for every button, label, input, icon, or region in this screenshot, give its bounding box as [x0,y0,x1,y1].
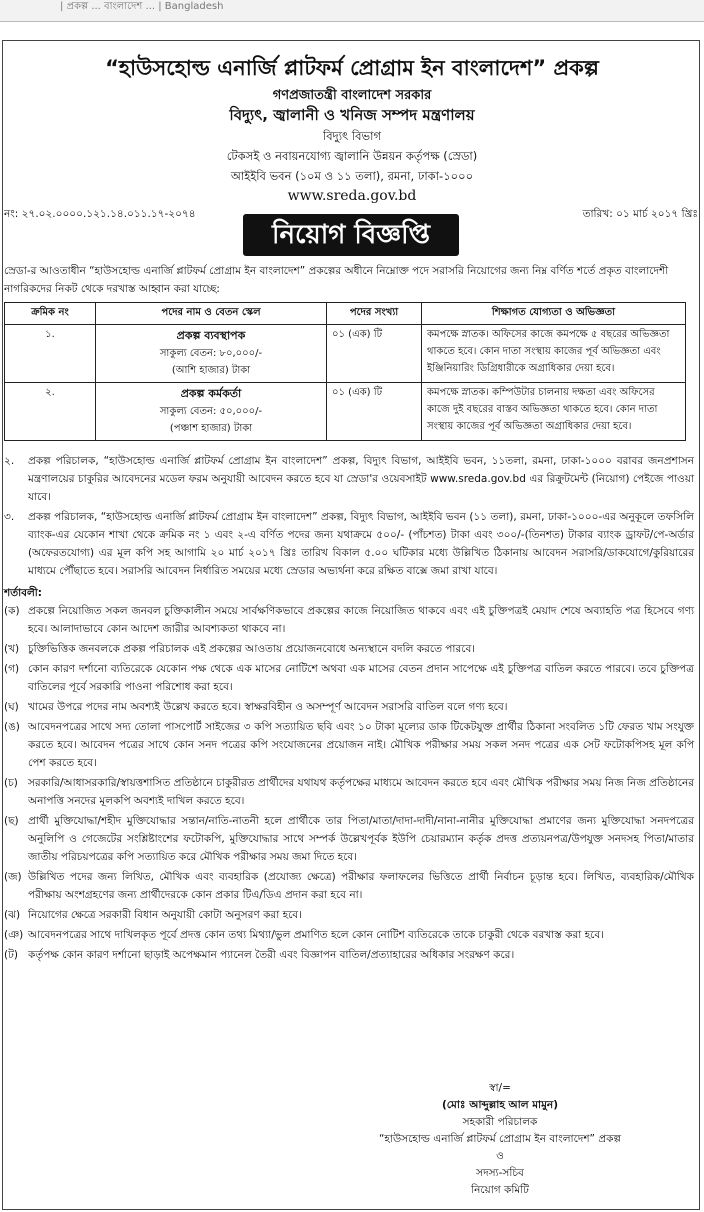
terms-title: শর্তাবলী: [4,587,43,599]
condition-number: (ঝ) [4,909,21,921]
condition-number: (চ) [4,777,18,789]
signatory-role: সদস্য-সচিব [476,1167,524,1179]
post-salary-words: (আশি হাজার) টাকা [171,365,251,376]
signatory-name: (মোঃ আব্দুল্লাহ আল মামুন) [442,1099,558,1111]
condition-item [4,868,694,904]
clause-text: প্রকল্প পরিচালক, “হাউসহোল্ড এনার্জি প্লাটফর্ম প্রোগ্রাম ইন বাংলাদেশ” প্রকল্প, বিদ্যুৎ বিভাগ, আইইবি ভবন (১১ তলা), রমনা, ঢাকা-১০০০-এর অনুকূলে তফসিলি ব্যাংক-এর যেকোন শাখা থেকে ক্রমিক নং ১ এবং ২-এ বর্ণিত পদের জন্য যথাক্রমে ৫০০/- (পাঁচশত) টাকা এবং ৩০০/-(তিনশত) টাকার ব্যাংক ড্রাফট/পে-অর্ডার (অফেরতযোগ্য) এর মূল কপি সহ আগামি ২০ মার্চ ২০১৭ খ্রিঃ তারিখ বিকাল ৫.০০ ঘটিকার মধ্যে উল্লিখিত ঠিকানায় আবেদন সরাসরি/ডাকযোগে/কুরিয়ারের মাধ্যমে পৌঁছাতে হবে। সরাসরি আবেদন নির্ধারিত সময়ের মধ্যে স্রেডার অভ্যর্থনা করে রক্ষিত বাক্সে জমা রাখা যাবে। [28,511,694,577]
row-count: ০১ (এক) টি [327,325,422,383]
clause-item [4,452,694,506]
intro-text: স্রেডা-র আওতাধীন “হাউসহোল্ড এনার্জি প্লাটফর্ম প্রোগ্রাম ইন বাংলাদেশ” প্রকল্পের অধীনে নিম্নোক্ত পদে সরাসরি নিয়োগের জন্য নিম্ন বর্ণিত শর্তে প্রকৃত বাংলাদেশী নাগরিকদের নিকট থেকে দরখাস্ত আহ্বান করা যাচ্ছে: [4,265,669,295]
condition-text: উল্লিখিত পদের জন্য লিখিত, মৌখিক এবং ব্যবহারিক (প্রযোজ্য ক্ষেত্রে) পরীক্ষার ফলাফলের ভিত্তিতে প্রার্থী নির্বাচন চূড়ান্ত হবে। লিখিত, ব্যবহারিক/মৌখিক পরীক্ষায় অংশগ্রহণের জন্য প্রার্থীদেরকে কোন প্রকার টিএ/ডিএ প্রদান করা হবে না। [28,871,694,901]
website-link[interactable]: www.sreda.gov.bd [287,188,417,204]
condition-item [4,698,694,716]
condition-item [4,926,694,944]
signatory-project: “হাউসহোল্ড এনার্জি প্লাটফর্ম প্রোগ্রাম ইন বাংলাদেশ” প্রকল্প [378,1133,622,1145]
condition-number: (ছ) [4,815,19,827]
clauses-section [4,452,694,966]
header-qualification: শিক্ষাগত যোগ্যতা ও অভিজ্ঞতা [422,303,686,325]
condition-text: আবেদনপত্রের সাথে দাখিলকৃত পূর্বে প্রদত্ত কোন তথ্য মিথ্যা/ভুল প্রমাণিত হলে কোন নোটিশ ব্যতিরেকে তাকে চাকুরী থেকে বরখাস্ত করা হবে। [28,929,604,941]
condition-item [4,718,694,772]
signature-mark: স্বা/= [489,1082,511,1094]
office-address: আইইবি ভবন (১০ম ও ১১ তলা), রমনা, ঢাকা-১০০০ [230,169,474,183]
signatory-committee: নিয়োগ কমিটি [471,1184,529,1196]
post-salary: সাকুল্য বেতন: ৫০,০০০/- [159,406,263,417]
condition-number: (ক) [4,605,20,617]
condition-number: (ঙ) [4,721,20,733]
authority-name: টেকসই ও নবায়নযোগ্য জ্বালানি উন্নয়ন কর্তৃপক্ষ (স্রেডা) [226,149,478,163]
top-strip: | প্রকল্প ... বাংলাদেশ ... | Bangladesh [0,0,704,22]
condition-item [4,602,694,638]
notice-date: তারিখ: ০১ মার্চ ২০১৭ খ্রিঃ [582,208,698,220]
jobs-table [4,302,686,441]
post-salary-words: (পঞ্চাশ হাজার) টাকা [169,423,253,434]
clause-text: প্রকল্প পরিচালক, “হাউসহোল্ড এনার্জি প্লাটফর্ম প্রোগ্রাম ইন বাংলাদেশ” প্রকল্প, বিদ্যুৎ বিভাগ, আইইবি ভবন, ১১তলা, রমনা, ঢাকা-১০০০ বরাবর জনপ্রশাসন মন্ত্রণালয়ের চাকুরির আবেদনের মডেল ফরম অনুযায়ী আবেদন করতে হবে যা স্রেডা'র ওয়েবসাইট www.sreda.gov.bd এর রিক্রুটমেন্ট (নিয়োগ) পেইজে পাওয়া যাবে। [28,455,694,503]
header-serial: ক্রমিক নং [5,303,96,325]
row-post-cell [96,325,327,383]
government-name: গণপ্রজাতন্ত্রী বাংলাদেশ সরকার [272,88,432,103]
condition-text: আবেদনপত্রের সাথে সদ্য তোলা পাসপোর্ট সাইজের ৩ কপি সত্যায়িত ছবি এবং ১০ টাকা মূল্যের ডাক টিকেটযুক্ত প্রার্থীর ঠিকানা সংবলিত ১টি ফেরত খাম সংযুক্ত করতে হবে। আবেদন পত্রের সাথে কোন সনদ পত্রের কপি সংযোজনের প্রয়োজন নাই। মৌখিক পরীক্ষার সময় সকল সনদ পত্রের এক সেট ফটোকপিসহ মূল কপি পেশ করতে হবে। [28,721,694,769]
header-post: পদের নাম ও বেতন স্কেল [96,303,327,325]
condition-item [4,946,694,964]
row-qualification: কমপক্ষে স্নাতক। কম্পিউটার চালনায় দক্ষতা এবং অফিসের কাজে দুই বছরের বাস্তব অভিজ্ঞতা থাকতে হবে। কোন দাতা সংস্থায় কাজের পূর্ব অভিজ্ঞতা অগ্রাধিকার দেয়া হবে। [422,383,686,441]
row-serial: ২. [5,383,96,441]
project-title: “হাউসহোল্ড এনার্জি প্লাটফর্ম প্রোগ্রাম ইন বাংলাদেশ” প্রকল্প [105,56,599,80]
signature-block [300,1080,700,1199]
memo-number: নং: ২৭.০২.০০০০.১২১.১৪.০১১.১৭-২০৭৪ [4,208,196,220]
division-name: বিদ্যুৎ বিভাগ [322,129,381,143]
condition-text: প্রার্থী মুক্তিযোদ্ধা/শহীদ মুক্তিযোদ্ধার সন্তান/নাতি-নাতনী হলে প্রার্থীকে তার পিতা/মাতা/দাদা-দাদী/নানা-নানীর মুক্তিযোদ্ধা প্রমাণের জন্য মুক্তিযোদ্ধা সনদপত্রের অনুলিপি ও গেজেটের সংশ্লিষ্টাংশের ফটোকপি, মুক্তিযোদ্ধার সাথে সম্পর্ক উল্লেখপূর্বক ইউপি চেয়ারম্যান কর্তৃক প্রদত্ত প্রত্যয়নপত্র/উপযুক্ত সনদসহ পিতা/মাতার জাতীয় পরিচয়পত্রের কপি সত্যায়িত করে মৌখিক পরীক্ষার সময় জমা দিতে হবে। [28,815,694,863]
condition-number: (ঘ) [4,701,19,713]
post-salary: সাকুল্য বেতন: ৮০,০০০/- [159,348,263,359]
row-count: ০১ (এক) টি [327,383,422,441]
row-post-cell [96,383,327,441]
condition-item [4,774,694,810]
row-qualification: কমপক্ষে স্নাতক। অফিসের কাজে কমপক্ষে ৫ বছরের অভিজ্ঞতা থাকতে হবে। কোন দাতা সংস্থায় কাজের পূর্ব অভিজ্ঞতা এবং ইঞ্জিনিয়ারিং ডিগ্রিধারীকে অগ্রাধিকার দেয়া হবে। [422,325,686,383]
signatory-designation: সহকারী পরিচালক [462,1116,538,1128]
condition-item [4,660,694,696]
condition-item [4,812,694,866]
condition-item [4,906,694,924]
table-row [5,383,686,441]
header-count: পদের সংখ্যা [327,303,422,325]
condition-text: চুক্তিভিত্তিক জনবলকে প্রকল্প পরিচালক এই প্রকল্পের আওতায় প্রয়োজনবোধে অন্যস্থানে বদলি করতে পারবে। [28,643,476,655]
ministry-name: বিদ্যুৎ, জ্বালানী ও খনিজ সম্পদ মন্ত্রণালয় [229,106,475,124]
condition-text: খামের উপরে পদের নাম অবশ্যই উল্লেখ করতে হবে। স্বাক্ষরবিহীন ও অসম্পূর্ণ আবেদন সরাসরি বাতিল বলে গণ্য হবে। [28,701,508,713]
condition-text: সরকারি/আধাসরকারি/স্বায়ত্তশাসিত প্রতিষ্ঠানে চাকুরীরত প্রার্থীদের যথাযথ কর্তৃপক্ষের মাধ্যমে আবেদন করতে হবে এবং মৌখিক পরীক্ষার সময় নিজ নিজ প্রতিষ্ঠানের অনাপত্তি সনদের মূলকপি অবশ্যই দাখিল করতে হবে। [28,777,694,807]
signatory-and: ও [496,1150,504,1162]
condition-number: (গ) [4,663,20,675]
row-serial: ১. [5,325,96,383]
clause-number: ২. [4,455,15,467]
condition-number: (জ) [4,871,22,883]
condition-text: প্রকল্পে নিয়োজিত সকল জনবল চুক্তিকালীন সময়ে সার্বক্ষণিকভাবে প্রকল্পের কাজে নিয়োজিত থাকবে এবং এই চুক্তিপত্রই মেয়াদ শেষে অব্যাহতি পত্র হিসেবে গণ্য হবে। আলাদাভাবে কোন আদেশ জারীর আবশ্যকতা থাকবে না। [28,605,694,635]
recruitment-banner: নিয়োগ বিজ্ঞপ্তি [243,214,459,256]
condition-number: (খ) [4,643,20,655]
post-name: প্রকল্প ব্যবস্থাপক [176,329,246,342]
table-header-row [5,303,686,325]
condition-number: (ট) [4,949,18,961]
condition-item [4,640,694,658]
clause-item [4,508,694,580]
condition-number: (ঞ) [4,929,24,941]
table-row [5,325,686,383]
clause-number: ৩. [4,511,15,523]
condition-text: নিয়োগের ক্ষেত্রে সরকারী বিধান অনুযায়ী কোটা অনুসরণ করা হবে। [28,909,302,921]
condition-text: কর্তৃপক্ষ কোন কারণ দর্শানো ছাড়াই অপেক্ষমান প্যানেল তৈরী এবং বিজ্ঞাপন বাতিল/প্রত্যাহারের অধিকার সংরক্ষণ করে। [28,949,515,961]
condition-text: কোন কারণ দর্শানো ব্যতিরেকে যেকোন পক্ষ থেকে এক মাসের নোটিশে অথবা এক মাসের বেতন প্রদান সাপেক্ষে এই চুক্তিপত্র বাতিল করতে পারবে। তবে চুক্তিপত্র বাতিলের পূর্বে সরকারি পাওনা পরিশোধ করা হবে। [28,663,694,693]
post-name: প্রকল্প কর্মকর্তা [180,387,242,400]
